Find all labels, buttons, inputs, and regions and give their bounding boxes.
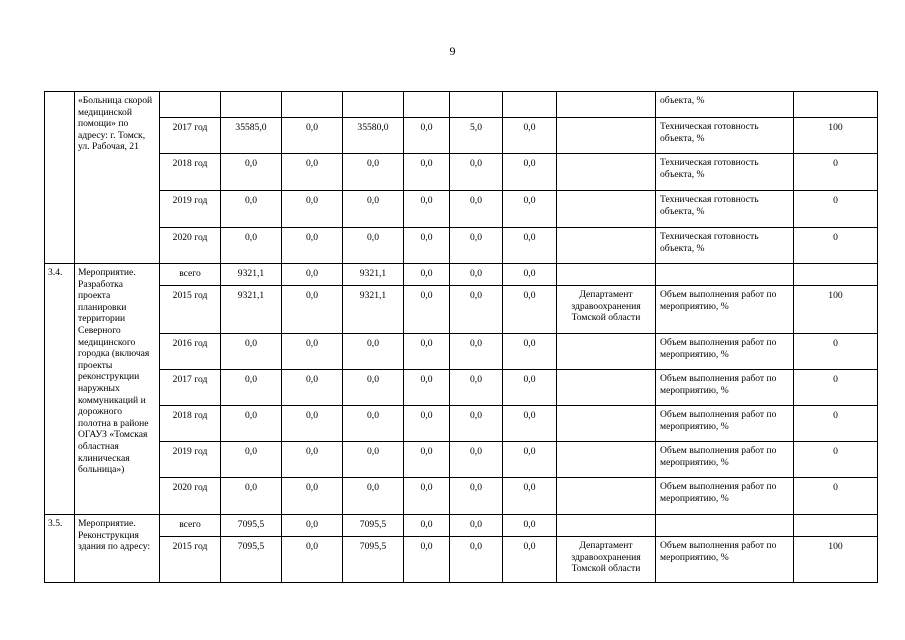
extra-cell: 0,0: [503, 264, 557, 286]
other-sources-cell: 0,0: [450, 191, 503, 228]
regional-budget-cell: 7095,5: [343, 537, 404, 583]
total-funding-cell: 0,0: [221, 370, 282, 406]
department-cell: [557, 228, 656, 264]
indicator-cell: Техническая готовность объекта, %: [656, 191, 794, 228]
department-cell: Департамент здравоохранения Томской области: [557, 286, 656, 334]
indicator-cell: Объем выполнения работ по мероприятию, %: [656, 537, 794, 583]
indicator-cell: [656, 515, 794, 537]
item-number: [45, 92, 75, 264]
regional-budget-cell: 35580,0: [343, 118, 404, 154]
federal-budget-cell: 0,0: [282, 228, 343, 264]
department-cell: [557, 264, 656, 286]
local-budget-cell: 0,0: [404, 406, 450, 442]
department-cell: [557, 92, 656, 118]
table-row: [45, 370, 878, 406]
year-cell: 2016 год: [160, 334, 221, 370]
local-budget-cell: 0,0: [404, 442, 450, 478]
other-sources-cell: 0,0: [450, 264, 503, 286]
department-cell: [557, 370, 656, 406]
regional-budget-cell: 7095,5: [343, 515, 404, 537]
other-sources-cell: 0,0: [450, 515, 503, 537]
federal-budget-cell: 0,0: [282, 286, 343, 334]
total-funding-cell: 0,0: [221, 154, 282, 191]
federal-budget-cell: 0,0: [282, 537, 343, 583]
local-budget-cell: 0,0: [404, 370, 450, 406]
other-sources-cell: 0,0: [450, 286, 503, 334]
department-cell: [557, 515, 656, 537]
federal-budget-cell: 0,0: [282, 118, 343, 154]
regional-budget-cell: 9321,1: [343, 264, 404, 286]
year-cell: 2015 год: [160, 286, 221, 334]
regional-budget-cell: 0,0: [343, 228, 404, 264]
item-number: 3.5.: [45, 515, 75, 583]
department-cell: [557, 406, 656, 442]
item-name: «Больница скорой медицинской помощи» по адресу: г. Томск, ул. Рабочая, 21: [75, 92, 160, 264]
total-funding-cell: 9321,1: [221, 286, 282, 334]
year-cell: 2020 год: [160, 228, 221, 264]
other-sources-cell: 5,0: [450, 118, 503, 154]
federal-budget-cell: 0,0: [282, 191, 343, 228]
year-cell: 2017 год: [160, 370, 221, 406]
federal-budget-cell: [282, 92, 343, 118]
regional-budget-cell: 0,0: [343, 442, 404, 478]
indicator-value-cell: 0: [794, 334, 878, 370]
total-funding-cell: 0,0: [221, 442, 282, 478]
table-row: [45, 537, 878, 583]
extra-cell: 0,0: [503, 442, 557, 478]
table-row: [45, 442, 878, 478]
total-funding-cell: 0,0: [221, 228, 282, 264]
indicator-cell: объекта, %: [656, 92, 794, 118]
table-row: [45, 286, 878, 334]
extra-cell: 0,0: [503, 191, 557, 228]
indicator-value-cell: 0: [794, 228, 878, 264]
regional-budget-cell: 0,0: [343, 334, 404, 370]
table-row: [45, 154, 878, 191]
local-budget-cell: 0,0: [404, 228, 450, 264]
other-sources-cell: 0,0: [450, 370, 503, 406]
indicator-value-cell: 0: [794, 370, 878, 406]
local-budget-cell: 0,0: [404, 264, 450, 286]
indicator-value-cell: 100: [794, 286, 878, 334]
total-funding-cell: 9321,1: [221, 264, 282, 286]
indicator-cell: Объем выполнения работ по мероприятию, %: [656, 370, 794, 406]
indicator-value-cell: 0: [794, 191, 878, 228]
local-budget-cell: 0,0: [404, 286, 450, 334]
table-row: [45, 515, 878, 537]
local-budget-cell: [404, 92, 450, 118]
extra-cell: 0,0: [503, 286, 557, 334]
department-cell: [557, 118, 656, 154]
other-sources-cell: 0,0: [450, 406, 503, 442]
year-cell: 2018 год: [160, 406, 221, 442]
page-number: 9: [449, 44, 456, 58]
indicator-value-cell: 0: [794, 406, 878, 442]
indicator-value-cell: [794, 92, 878, 118]
federal-budget-cell: 0,0: [282, 406, 343, 442]
item-name: Мероприятие. Реконструкция здания по адресу:: [75, 515, 160, 583]
total-funding-cell: 0,0: [221, 406, 282, 442]
year-cell: [160, 92, 221, 118]
local-budget-cell: 0,0: [404, 478, 450, 515]
indicator-value-cell: 100: [794, 118, 878, 154]
total-funding-cell: 0,0: [221, 478, 282, 515]
indicator-cell: Объем выполнения работ по мероприятию, %: [656, 406, 794, 442]
local-budget-cell: 0,0: [404, 537, 450, 583]
federal-budget-cell: 0,0: [282, 370, 343, 406]
federal-budget-cell: 0,0: [282, 334, 343, 370]
indicator-cell: Объем выполнения работ по мероприятию, %: [656, 334, 794, 370]
table-row: [45, 406, 878, 442]
department-cell: [557, 154, 656, 191]
extra-cell: 0,0: [503, 154, 557, 191]
total-funding-cell: 0,0: [221, 334, 282, 370]
table-row: [45, 478, 878, 515]
other-sources-cell: [450, 92, 503, 118]
federal-budget-cell: 0,0: [282, 264, 343, 286]
year-cell: 2020 год: [160, 478, 221, 515]
regional-budget-cell: 0,0: [343, 154, 404, 191]
local-budget-cell: 0,0: [404, 334, 450, 370]
indicator-cell: Техническая готовность объекта, %: [656, 228, 794, 264]
indicator-cell: Объем выполнения работ по мероприятию, %: [656, 442, 794, 478]
total-funding-cell: [221, 92, 282, 118]
indicator-value-cell: 100: [794, 537, 878, 583]
extra-cell: 0,0: [503, 370, 557, 406]
year-cell: 2018 год: [160, 154, 221, 191]
year-cell: 2017 год: [160, 118, 221, 154]
regional-budget-cell: 0,0: [343, 406, 404, 442]
indicator-cell: Техническая готовность объекта, %: [656, 154, 794, 191]
local-budget-cell: 0,0: [404, 154, 450, 191]
other-sources-cell: 0,0: [450, 334, 503, 370]
indicator-value-cell: [794, 515, 878, 537]
total-funding-cell: 0,0: [221, 191, 282, 228]
total-funding-cell: 7095,5: [221, 537, 282, 583]
program-table: [44, 91, 878, 583]
item-name: Мероприятие. Разработка проекта планировки территории Северного медицинского городка (включая проекты реконструкции наружных коммуникаций и дорожного полотна в районе ОГАУЗ «Томская областная клиническая больница»): [75, 264, 160, 515]
indicator-cell: Объем выполнения работ по мероприятию, %: [656, 286, 794, 334]
extra-cell: [503, 92, 557, 118]
total-funding-cell: 7095,5: [221, 515, 282, 537]
department-cell: [557, 442, 656, 478]
table-row: [45, 334, 878, 370]
year-cell: 2019 год: [160, 191, 221, 228]
year-cell: 2019 год: [160, 442, 221, 478]
indicator-cell: [656, 264, 794, 286]
other-sources-cell: 0,0: [450, 154, 503, 191]
regional-budget-cell: 9321,1: [343, 286, 404, 334]
indicator-value-cell: 0: [794, 478, 878, 515]
table-row: [45, 264, 878, 286]
department-cell: [557, 334, 656, 370]
extra-cell: 0,0: [503, 118, 557, 154]
extra-cell: 0,0: [503, 515, 557, 537]
table-row: [45, 191, 878, 228]
extra-cell: 0,0: [503, 478, 557, 515]
local-budget-cell: 0,0: [404, 191, 450, 228]
extra-cell: 0,0: [503, 228, 557, 264]
table-row: [45, 118, 878, 154]
regional-budget-cell: 0,0: [343, 191, 404, 228]
year-cell: всего: [160, 264, 221, 286]
other-sources-cell: 0,0: [450, 478, 503, 515]
indicator-value-cell: 0: [794, 154, 878, 191]
local-budget-cell: 0,0: [404, 515, 450, 537]
federal-budget-cell: 0,0: [282, 515, 343, 537]
indicator-cell: Техническая готовность объекта, %: [656, 118, 794, 154]
year-cell: 2015 год: [160, 537, 221, 583]
other-sources-cell: 0,0: [450, 442, 503, 478]
year-cell: всего: [160, 515, 221, 537]
other-sources-cell: 0,0: [450, 537, 503, 583]
department-cell: Департамент здравоохранения Томской области: [557, 537, 656, 583]
other-sources-cell: 0,0: [450, 228, 503, 264]
item-number: 3.4.: [45, 264, 75, 515]
table-row: [45, 92, 878, 118]
department-cell: [557, 478, 656, 515]
federal-budget-cell: 0,0: [282, 478, 343, 515]
indicator-value-cell: 0: [794, 442, 878, 478]
department-cell: [557, 191, 656, 228]
local-budget-cell: 0,0: [404, 118, 450, 154]
federal-budget-cell: 0,0: [282, 442, 343, 478]
regional-budget-cell: [343, 92, 404, 118]
extra-cell: 0,0: [503, 406, 557, 442]
table-row: [45, 228, 878, 264]
extra-cell: 0,0: [503, 537, 557, 583]
regional-budget-cell: 0,0: [343, 370, 404, 406]
indicator-value-cell: [794, 264, 878, 286]
indicator-cell: Объем выполнения работ по мероприятию, %: [656, 478, 794, 515]
federal-budget-cell: 0,0: [282, 154, 343, 191]
total-funding-cell: 35585,0: [221, 118, 282, 154]
extra-cell: 0,0: [503, 334, 557, 370]
regional-budget-cell: 0,0: [343, 478, 404, 515]
